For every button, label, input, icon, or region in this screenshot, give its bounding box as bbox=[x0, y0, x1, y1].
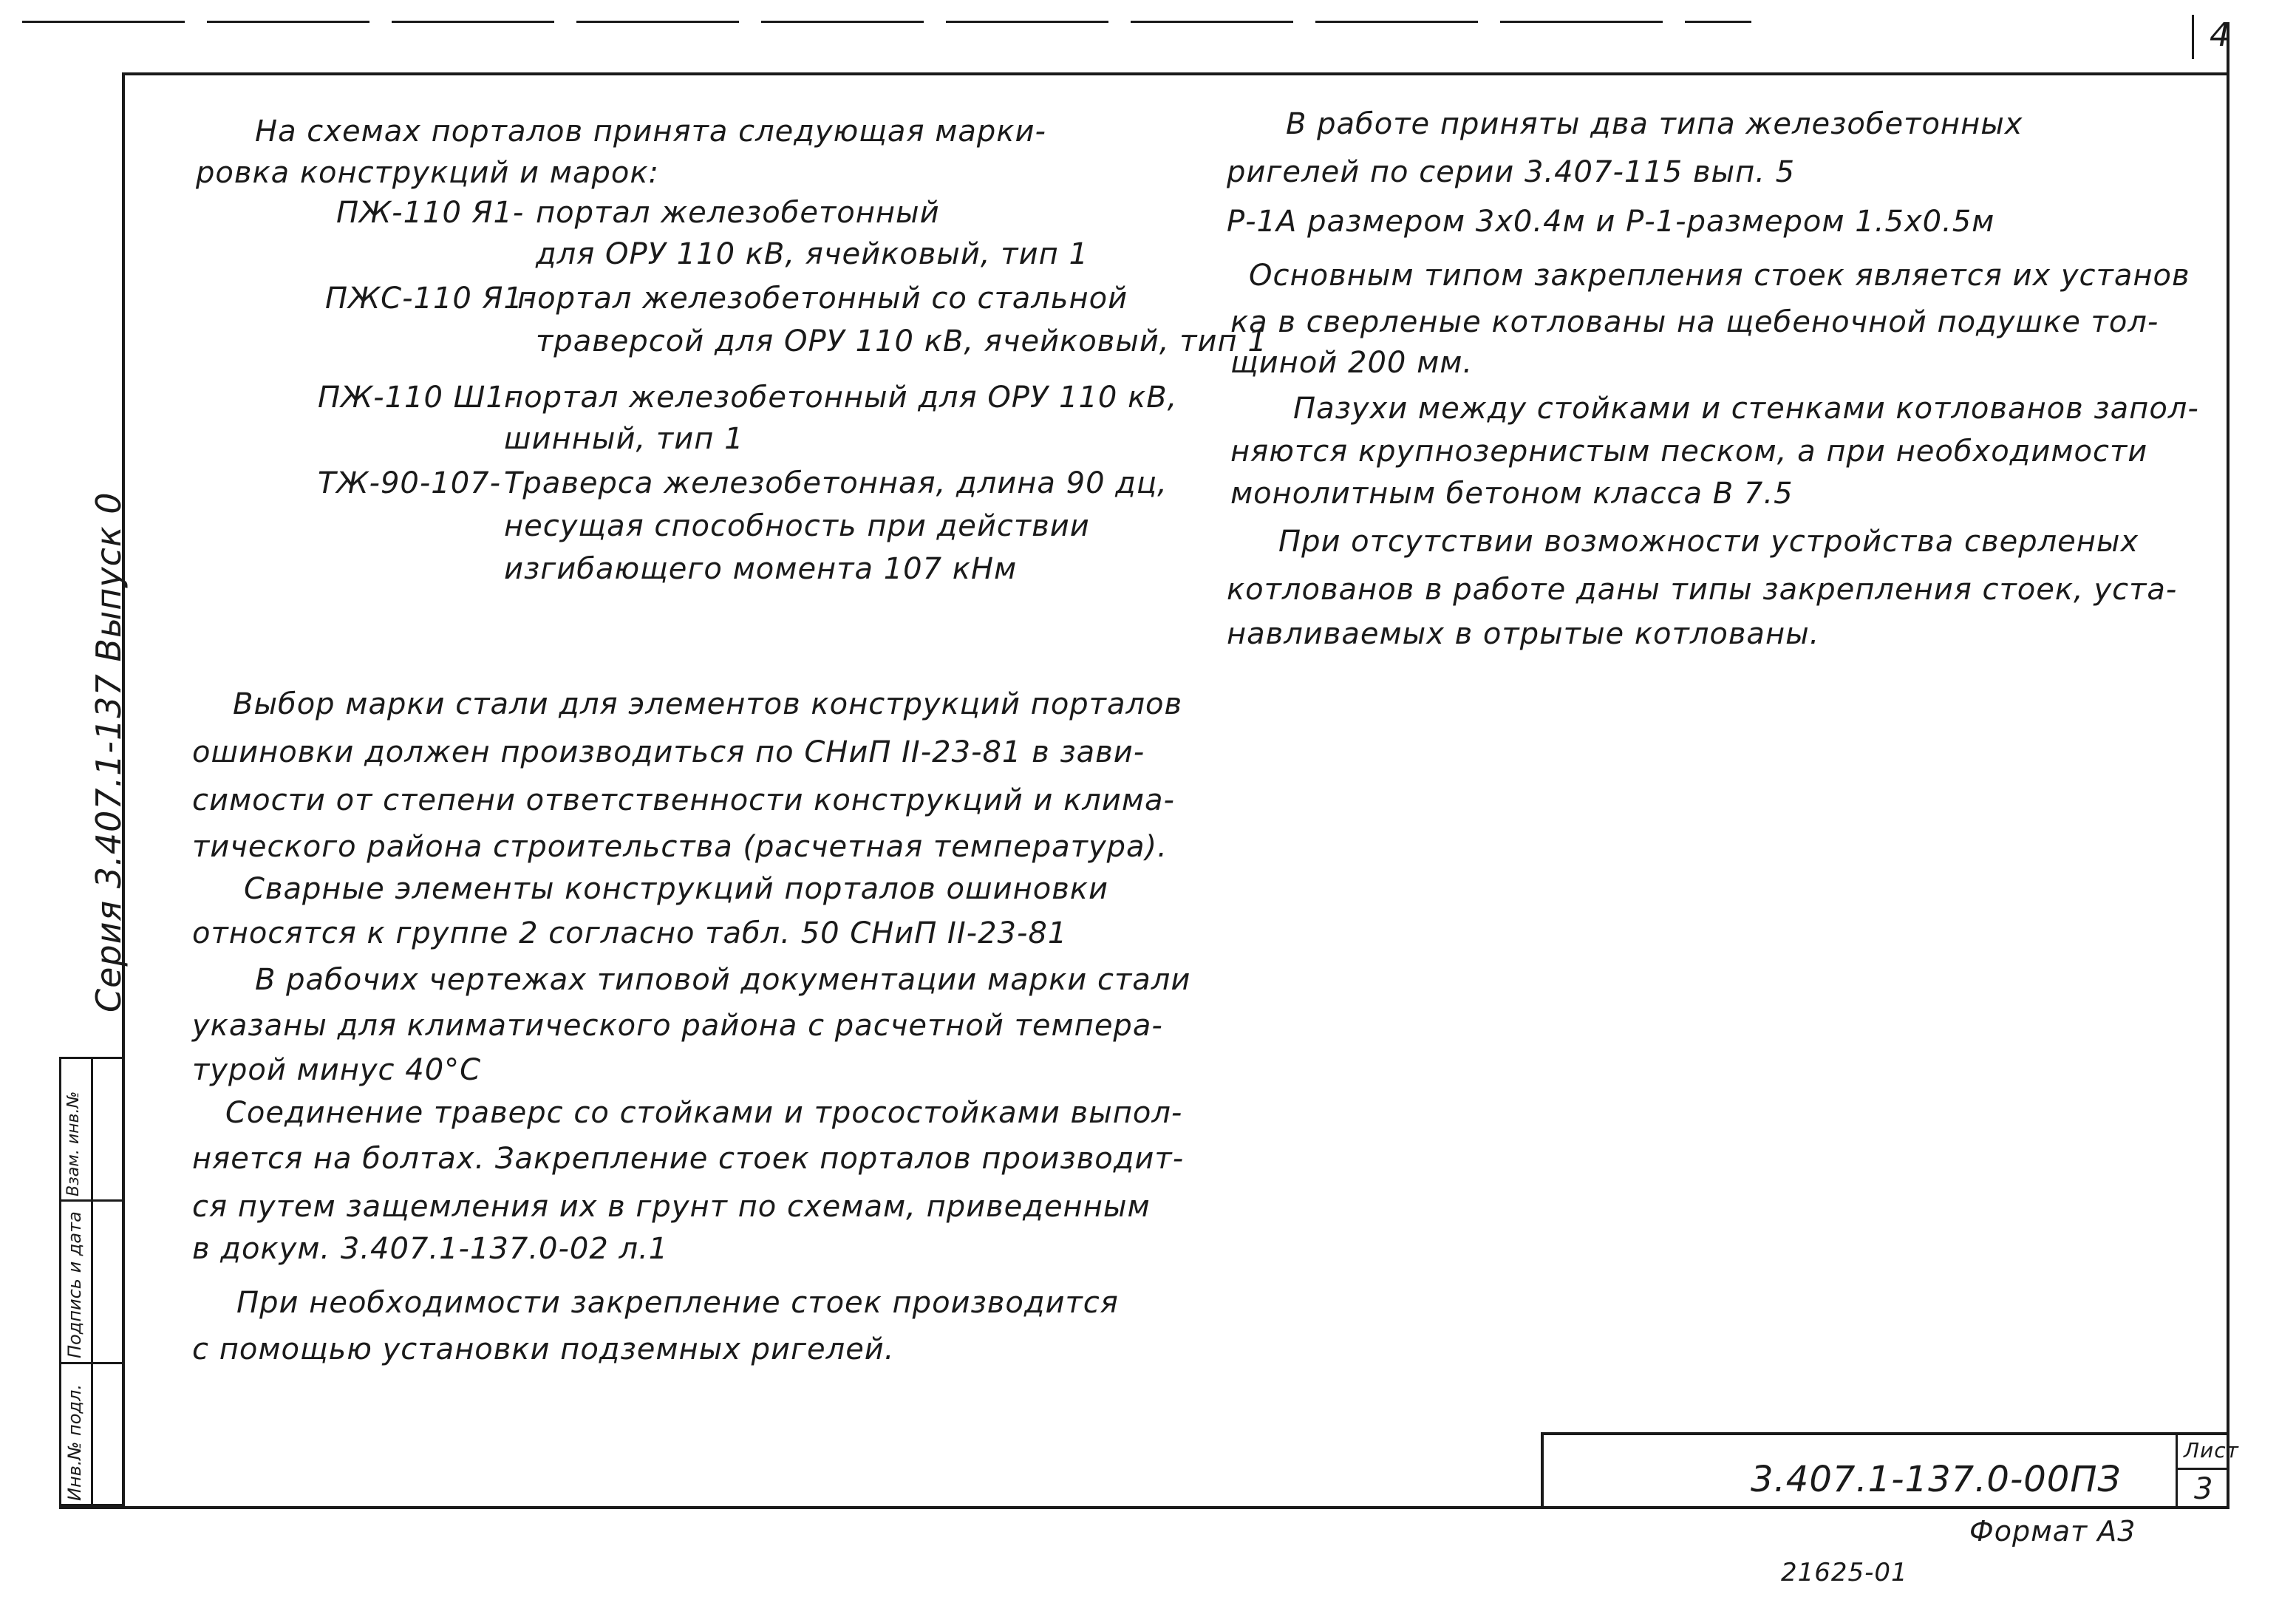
paragraph-line: ся путем защемления их в грунт по схемам, приведенным bbox=[192, 1190, 1151, 1224]
code-desc: портал железобетонный bbox=[536, 196, 940, 230]
frame-top bbox=[122, 72, 2229, 75]
side-stamp bbox=[59, 1057, 124, 1506]
paragraph-line: ригелей по серии 3.407-115 вып. 5 bbox=[1227, 155, 1796, 189]
page-number-tick bbox=[2192, 15, 2194, 59]
paragraph-line: няется на болтах. Закрепление стоек порталов производит- bbox=[192, 1142, 1185, 1176]
code-label: ТЖ-90-107- bbox=[318, 466, 502, 500]
frame-right bbox=[2227, 22, 2229, 1509]
paragraph-line: котлованов в работе даны типы закрепления стоек, уста- bbox=[1227, 573, 2178, 607]
code-desc: несущая способность при действии bbox=[504, 509, 1090, 543]
paragraph-line: с помощью установки подземных ригелей. bbox=[192, 1332, 895, 1366]
code-label: ПЖ-110 Я1- bbox=[336, 196, 525, 230]
stamp-divider bbox=[61, 1362, 122, 1364]
paragraph-line: щиной 200 мм. bbox=[1230, 346, 1474, 380]
code-label: ПЖС-110 Я1- bbox=[325, 282, 535, 316]
sheet-number: 3 bbox=[2194, 1472, 2214, 1506]
code-desc: траверсой для ОРУ 110 кВ, ячейковый, тип 1 bbox=[536, 324, 1267, 358]
paragraph-line: Р-1А размером 3х0.4м и Р-1-размером 1.5х0.5м bbox=[1227, 205, 1995, 239]
stamp-replace-label: Взам. инв.№ bbox=[64, 1091, 83, 1196]
paragraph-line: Пазухи между стойками и стенками котлованов запол- bbox=[1293, 392, 2199, 426]
sheet-label: Лист bbox=[2184, 1438, 2239, 1463]
paragraph-line: навливаемых в отрытые котлованы. bbox=[1227, 617, 1820, 651]
title-block bbox=[1541, 1432, 2239, 1509]
code-desc: для ОРУ 110 кВ, ячейковый, тип 1 bbox=[536, 237, 1089, 271]
format-label: Формат А3 bbox=[1969, 1515, 2136, 1547]
paragraph-line: При необходимости закрепление стоек производится bbox=[236, 1286, 1119, 1320]
document-code: 3.407.1-137.0-00ПЗ bbox=[1751, 1459, 2122, 1500]
paragraph-line: ошиновки должен производиться по СНиП II-23-81 в зави- bbox=[192, 735, 1145, 769]
paragraph-line: няются крупнозернистым песком, а при необходимости bbox=[1230, 435, 2148, 469]
paragraph-line: в докум. 3.407.1-137.0-02 л.1 bbox=[192, 1232, 669, 1266]
stamp-inv-label: Инв.№ подл. bbox=[64, 1384, 85, 1501]
code-desc: портал железобетонный со стальной bbox=[517, 282, 1128, 316]
stamp-signature-label: Подпись и дата bbox=[64, 1211, 85, 1358]
paragraph-line: симости от степени ответственности конструкций и клима- bbox=[192, 783, 1175, 817]
code-desc: шинный, тип 1 bbox=[504, 422, 744, 456]
paragraph-line: Выбор марки стали для элементов конструкций порталов bbox=[233, 687, 1183, 721]
paragraph-line: ка в сверленые котлованы на щебеночной подушке тол- bbox=[1230, 305, 2159, 339]
stamp-divider bbox=[91, 1059, 93, 1504]
code-label: ПЖ-110 Ш1- bbox=[318, 381, 517, 415]
archive-number: 21625-01 bbox=[1781, 1558, 1908, 1587]
series-label: Серия 3.407.1-137 Выпуск 0 bbox=[89, 491, 129, 1012]
intro-line-2: ровка конструкций и марок: bbox=[196, 156, 659, 190]
paragraph-line: В работе приняты два типа железобетонных bbox=[1286, 107, 2023, 141]
paragraph-line: В рабочих чертежах типовой документации марки стали bbox=[255, 963, 1191, 997]
intro-line-1: На схемах порталов принята следующая марки- bbox=[255, 115, 1046, 149]
paragraph-line: Сварные элементы конструкций порталов ошиновки bbox=[244, 872, 1108, 906]
paragraph-line: Основным типом закрепления стоек является их установ bbox=[1249, 259, 2190, 293]
title-block-divider bbox=[2176, 1435, 2178, 1509]
code-desc: изгибающего момента 107 кНм bbox=[504, 552, 1018, 586]
paragraph-line: указаны для климатического района с расчетной темпера- bbox=[192, 1009, 1163, 1043]
top-dashed-line bbox=[22, 21, 1751, 23]
paragraph-line: турой минус 40°С bbox=[192, 1053, 482, 1087]
page-number: 4 bbox=[2210, 16, 2231, 54]
code-desc: портал железобетонный для ОРУ 110 кВ, bbox=[504, 381, 1178, 415]
title-block-divider bbox=[2178, 1468, 2229, 1470]
code-desc: Траверса железобетонная, длина 90 дц, bbox=[504, 466, 1168, 500]
paragraph-line: относятся к группе 2 согласно табл. 50 СНиП II-23-81 bbox=[192, 916, 1068, 950]
paragraph-line: монолитным бетоном класса В 7.5 bbox=[1230, 477, 1793, 511]
stamp-divider bbox=[61, 1199, 122, 1202]
paragraph-line: При отсутствии возможности устройства сверленых bbox=[1278, 525, 2139, 559]
paragraph-line: Соединение траверс со стойками и тросостойками выпол- bbox=[225, 1096, 1183, 1130]
paragraph-line: тического района строительства (расчетная температура). bbox=[192, 830, 1168, 864]
